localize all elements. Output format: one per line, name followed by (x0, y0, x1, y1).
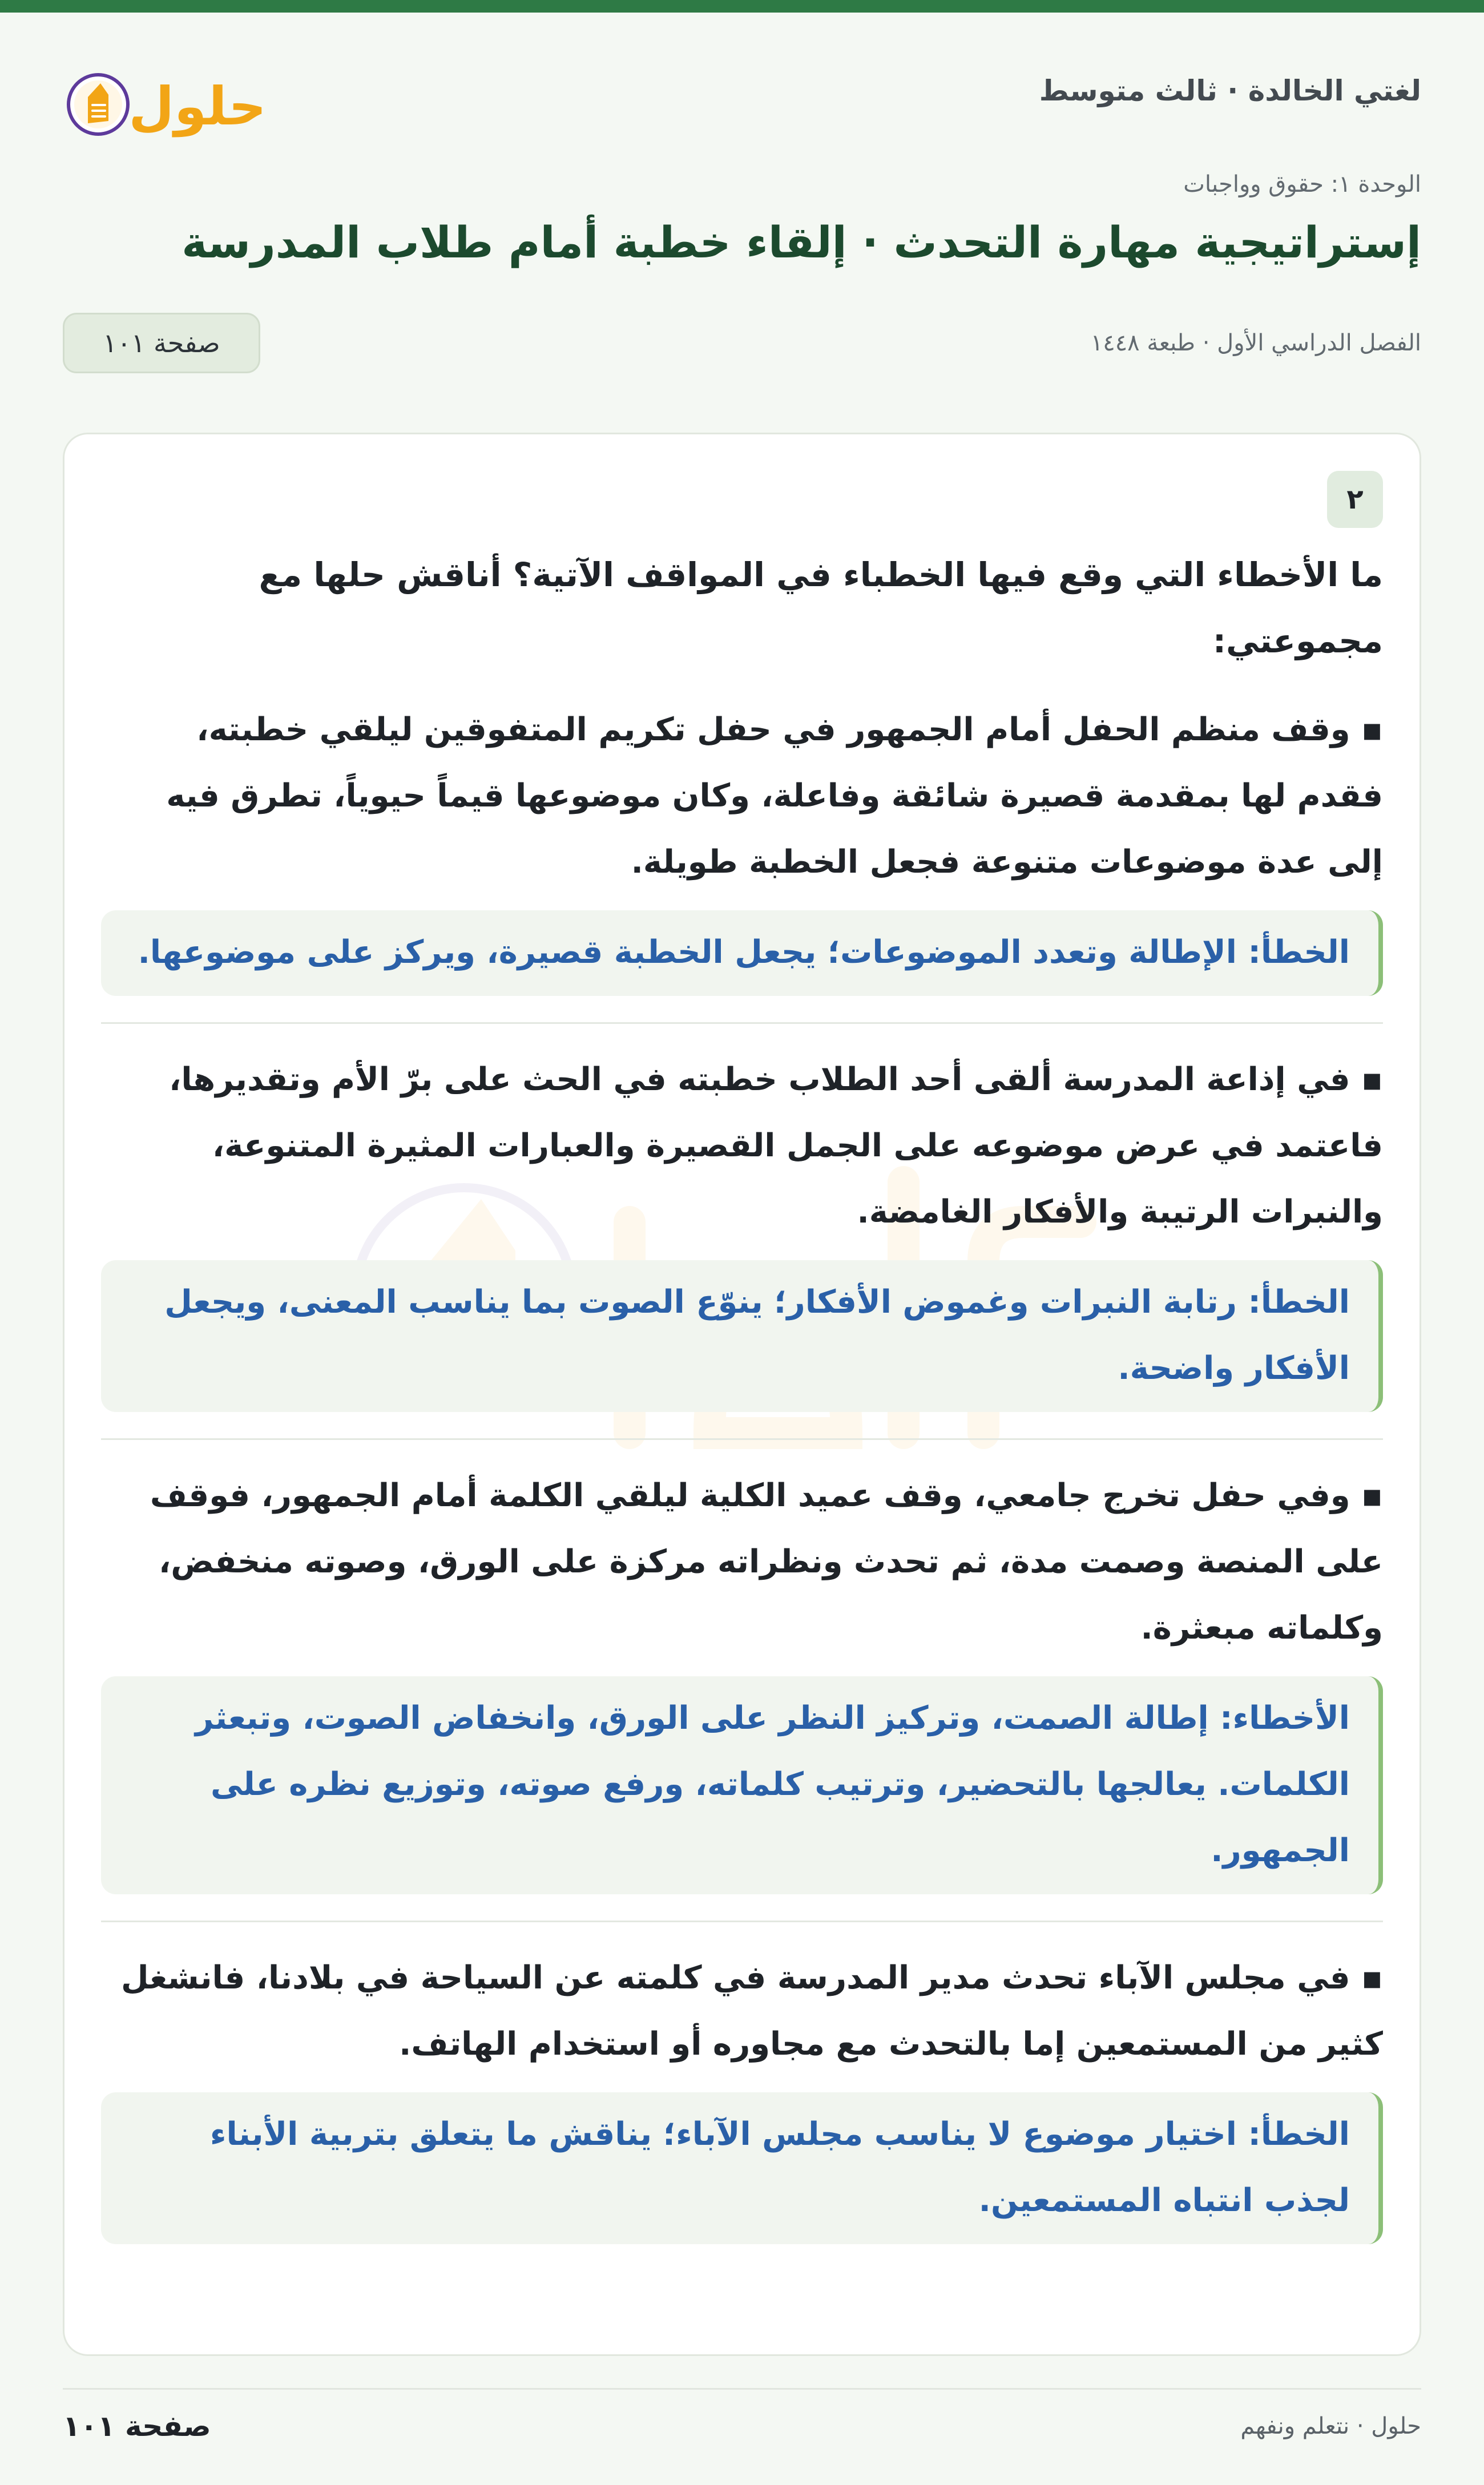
situation-item (101, 1945, 1383, 2244)
situation-item (101, 1463, 1383, 1894)
answer-box: الخطأ: رتابة النبرات وغموض الأفكار؛ ينوّع الصوت بما يناسب المعنى، ويجعل الأفكار واضحة. (101, 1260, 1383, 1412)
footer-divider (63, 2388, 1421, 2390)
situation-text: ▪ في مجلس الآباء تحدث مدير المدرسة في كلمته عن السياحة في بلادنا، فانشغل كثير من المستمعين إما بالتحدث مع مجاوره أو استخدام الهاتف. (120, 1959, 1383, 2063)
situation-text: ▪ في إذاعة المدرسة ألقى أحد الطلاب خطبته في الحث على برّ الأم وتقديرها، فاعتمد في عرض موضوعه على الجمل القصيرة والعبارات المثيرة المتنوعة، والنبرات الرتيبة والأفكار الغامضة. (169, 1061, 1383, 1231)
logo-text: حلول (128, 76, 267, 137)
exercise-content (101, 471, 1383, 2244)
hulul-logo[interactable] (63, 62, 268, 147)
footer-brand: حلول · نتعلم ونفهم (1240, 2413, 1421, 2439)
situation-text: ▪ وقف منظم الحفل أمام الجمهور في حفل تكريم المتفوقين ليلقي خطبته، فقدم لها بمقدمة قصيرة شائقة وفاعلة، وكان موضوعها قيماً حيوياً، تطرق فيه إلى عدة موضوعات متنوعة فجعل الخطبة طويلة. (166, 711, 1383, 881)
answer-box: الخطأ: اختيار موضوع لا يناسب مجلس الآباء؛ يناقش ما يتعلق بتربية الأبناء لجذب انتباه المستمعين. (101, 2092, 1383, 2244)
page-header (63, 62, 1421, 147)
divider (101, 1022, 1383, 1024)
answer-box: الخطأ: الإطالة وتعدد الموضوعات؛ يجعل الخطبة قصيرة، ويركز على موضوعها. (101, 910, 1383, 996)
answer-box: الأخطاء: إطالة الصمت، وتركيز النظر على الورق، وانخفاض الصوت، وتبعثر الكلمات. يعالجها بالتحضير، وترتيب كلماته، ورفع صوته، وتوزيع نظره على الجمهور. (101, 1676, 1383, 1894)
question-text: ما الأخطاء التي وقع فيها الخطباء في المواقف الآتية؟ أناقش حلها مع مجموعتي: (259, 555, 1383, 660)
divider (101, 1921, 1383, 1922)
situation-item (101, 1047, 1383, 1412)
lesson-title: إستراتيجية مهارة التحدث · إلقاء خطبة أمام طلاب المدرسة (182, 217, 1421, 268)
situation-item (101, 697, 1383, 996)
subject-title: لغتي الخالدة · ثالث متوسط (1039, 74, 1421, 107)
footer-page-number: صفحة ١٠١ (63, 2410, 211, 2443)
question-number: ٢ (1327, 471, 1383, 528)
situation-text: ▪ وفي حفل تخرج جامعي، وقف عميد الكلية ليلقي الكلمة أمام الجمهور، فوقف على المنصة وصمت مدة، ثم تحدث ونظراته مركزة على الورق، وصوته منخفض، وكلماته مبعثرة. (150, 1477, 1383, 1647)
page-number-badge: صفحة ١٠١ (63, 313, 260, 373)
top-accent-bar (0, 0, 1484, 13)
semester-label: الفصل الدراسي الأول · طبعة ١٤٤٨ (1090, 330, 1421, 356)
unit-label: الوحدة ١: حقوق وواجبات (1183, 171, 1421, 197)
book-emblem-icon (68, 75, 128, 134)
divider (101, 1438, 1383, 1440)
exercise-card (63, 433, 1421, 2356)
